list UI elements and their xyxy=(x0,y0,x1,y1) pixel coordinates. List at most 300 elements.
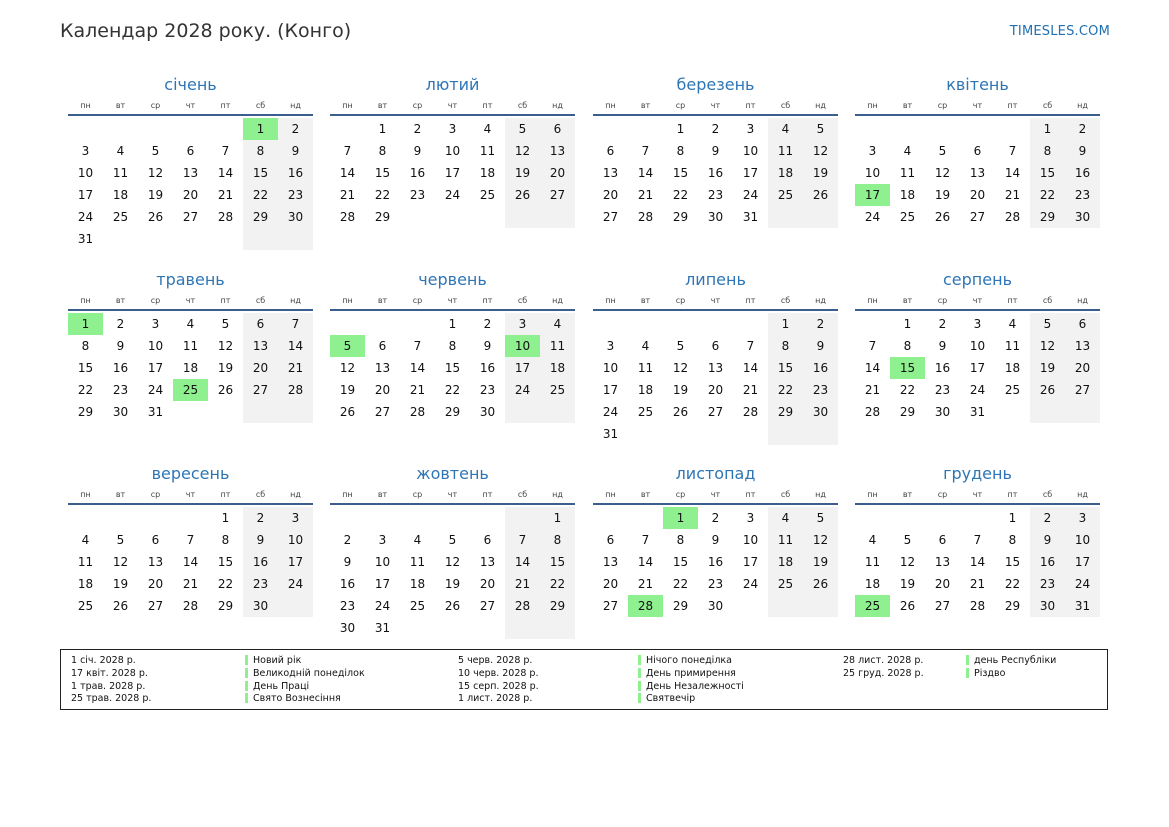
day-cell: 6 xyxy=(151,533,160,547)
day-grid xyxy=(855,118,1100,250)
day-cell: 3 xyxy=(606,339,615,353)
day-cell: 14 xyxy=(637,166,654,180)
day-cell: 7 xyxy=(973,533,982,547)
day-cell: 20 xyxy=(602,188,619,202)
day-cell: 29 xyxy=(777,405,794,419)
day-cell: 9 xyxy=(343,555,352,569)
day-cell: 8 xyxy=(676,533,685,547)
month-12 xyxy=(855,464,1100,639)
weekday-label: ср xyxy=(675,101,686,110)
day-cell: 17 xyxy=(742,555,759,569)
header-rule xyxy=(855,309,1100,311)
day-cell: 16 xyxy=(112,361,129,375)
weekday-label: пн xyxy=(80,490,91,499)
day-cell: 18 xyxy=(409,577,426,591)
day-cell: 17 xyxy=(602,383,619,397)
day-cell: 8 xyxy=(448,339,457,353)
day-cell: 15 xyxy=(217,555,234,569)
weekday-label: сб xyxy=(517,296,528,305)
legend-holiday: Різдво xyxy=(974,667,1006,679)
day-cell: 4 xyxy=(553,317,562,331)
day-cell: 3 xyxy=(291,511,300,525)
day-cell: 19 xyxy=(444,577,461,591)
day-cell: 10 xyxy=(969,339,986,353)
weekday-header xyxy=(855,487,1100,503)
legend-markers-col2 xyxy=(638,655,641,707)
day-cell: 13 xyxy=(182,166,199,180)
weekday-label: пт xyxy=(1007,490,1018,499)
day-cell: 4 xyxy=(81,533,90,547)
day-cell: 9 xyxy=(256,533,265,547)
day-cell: 27 xyxy=(147,599,164,613)
day-cell: 5 xyxy=(518,122,527,136)
day-cell: 22 xyxy=(444,383,461,397)
day-cell: 4 xyxy=(868,533,877,547)
legend-holiday: Свято Вознесіння xyxy=(253,693,341,705)
day-cell: 24 xyxy=(969,383,986,397)
weekday-label: пн xyxy=(342,490,353,499)
day-grid xyxy=(593,118,838,250)
day-cell: 24 xyxy=(147,383,164,397)
day-cell: 5 xyxy=(221,317,230,331)
day-cell: 7 xyxy=(746,339,755,353)
day-cell: 1 xyxy=(448,317,457,331)
weekday-header xyxy=(593,293,838,309)
month-9 xyxy=(68,464,313,639)
day-cell: 7 xyxy=(343,144,352,158)
weekday-label: пн xyxy=(80,101,91,110)
weekday-label: пт xyxy=(482,296,493,305)
day-cell: 9 xyxy=(711,533,720,547)
day-cell: 20 xyxy=(1074,361,1091,375)
day-cell: 1 xyxy=(1008,511,1017,525)
day-cell: 20 xyxy=(602,577,619,591)
day-cell: 16 xyxy=(252,555,269,569)
day-cell: 19 xyxy=(147,188,164,202)
legend-date: 1 січ. 2028 р. xyxy=(71,655,136,666)
weekday-label: вт xyxy=(902,101,913,110)
day-cell: 30 xyxy=(112,405,129,419)
day-cell: 14 xyxy=(637,555,654,569)
day-cell: 26 xyxy=(812,188,829,202)
day-cell: 27 xyxy=(1074,383,1091,397)
day-cell: 31 xyxy=(1074,599,1091,613)
day-cell: 28 xyxy=(637,210,654,224)
day-cell: 21 xyxy=(864,383,881,397)
weekday-header xyxy=(68,98,313,114)
day-cell: 9 xyxy=(116,339,125,353)
day-cell: 8 xyxy=(1043,144,1052,158)
weekday-header xyxy=(68,487,313,503)
day-cell: 30 xyxy=(707,599,724,613)
day-cell: 7 xyxy=(641,144,650,158)
day-cell: 5 xyxy=(816,511,825,525)
day-cell: 16 xyxy=(287,166,304,180)
day-cell: 4 xyxy=(781,122,790,136)
day-cell: 26 xyxy=(339,405,356,419)
day-cell: 14 xyxy=(969,555,986,569)
day-cell: 29 xyxy=(672,599,689,613)
legend-date: 1 трав. 2028 р. xyxy=(71,680,146,692)
day-cell: 14 xyxy=(514,555,531,569)
day-cell: 8 xyxy=(81,339,90,353)
day-cell: 13 xyxy=(252,339,269,353)
weekday-header xyxy=(68,293,313,309)
weekday-label: нд xyxy=(290,296,301,305)
day-cell: 21 xyxy=(339,188,356,202)
day-cell: 28 xyxy=(864,405,881,419)
day-cell: 21 xyxy=(217,188,234,202)
weekday-label: чт xyxy=(447,296,458,305)
day-cell: 18 xyxy=(479,166,496,180)
day-cell: 17 xyxy=(444,166,461,180)
day-cell: 17 xyxy=(77,188,94,202)
day-cell: 9 xyxy=(413,144,422,158)
header-rule xyxy=(330,114,575,116)
weekday-label: чт xyxy=(710,296,721,305)
day-cell: 22 xyxy=(672,577,689,591)
day-cell: 17 xyxy=(969,361,986,375)
holiday-day: 10 xyxy=(505,335,540,357)
day-cell: 26 xyxy=(1039,383,1056,397)
day-cell: 9 xyxy=(938,339,947,353)
weekday-label: нд xyxy=(552,101,563,110)
weekday-label: пт xyxy=(745,296,756,305)
day-cell: 4 xyxy=(116,144,125,158)
day-cell: 27 xyxy=(549,188,566,202)
legend-names-col1 xyxy=(253,655,365,706)
legend-holiday: День примирення xyxy=(646,667,736,679)
day-cell: 18 xyxy=(112,188,129,202)
day-cell: 15 xyxy=(549,555,566,569)
day-cell: 30 xyxy=(339,621,356,635)
weekday-label: пн xyxy=(867,490,878,499)
weekday-label: сб xyxy=(517,101,528,110)
holiday-day: 28 xyxy=(628,595,663,617)
month-name: січень xyxy=(164,75,217,94)
legend-date: 28 лист. 2028 р. xyxy=(843,655,924,666)
weekday-label: нд xyxy=(290,101,301,110)
day-cell: 21 xyxy=(637,188,654,202)
day-cell: 28 xyxy=(409,405,426,419)
weekday-label: сб xyxy=(1042,490,1053,499)
day-cell: 26 xyxy=(112,599,129,613)
day-cell: 6 xyxy=(606,533,615,547)
page-title: Календар 2028 року. (Конго) xyxy=(60,20,352,42)
day-cell: 28 xyxy=(339,210,356,224)
month-6 xyxy=(330,270,575,445)
day-cell: 15 xyxy=(77,361,94,375)
day-cell: 19 xyxy=(217,361,234,375)
day-cell: 2 xyxy=(938,317,947,331)
day-cell: 23 xyxy=(479,383,496,397)
day-cell: 16 xyxy=(707,555,724,569)
day-cell: 27 xyxy=(479,599,496,613)
legend-names-col2 xyxy=(646,655,744,706)
month-name: серпень xyxy=(943,270,1012,289)
weekday-label: чт xyxy=(710,101,721,110)
month-name: червень xyxy=(418,270,487,289)
month-11 xyxy=(593,464,838,639)
day-cell: 27 xyxy=(602,210,619,224)
day-cell: 11 xyxy=(777,144,794,158)
day-cell: 17 xyxy=(147,361,164,375)
day-cell: 2 xyxy=(711,122,720,136)
day-cell: 18 xyxy=(864,577,881,591)
day-cell: 2 xyxy=(256,511,265,525)
day-cell: 23 xyxy=(409,188,426,202)
day-cell: 28 xyxy=(514,599,531,613)
day-cell: 25 xyxy=(409,599,426,613)
weekday-label: пт xyxy=(220,101,231,110)
day-cell: 14 xyxy=(1004,166,1021,180)
day-cell: 27 xyxy=(374,405,391,419)
month-2 xyxy=(330,75,575,250)
weekday-label: пн xyxy=(605,101,616,110)
day-cell: 19 xyxy=(812,555,829,569)
legend-date: 10 черв. 2028 р. xyxy=(458,667,539,679)
legend-holiday: Великодній понеділок xyxy=(253,667,365,679)
holiday-day: 25 xyxy=(173,379,208,401)
day-cell: 18 xyxy=(182,361,199,375)
day-cell: 14 xyxy=(742,361,759,375)
weekday-label: пт xyxy=(745,490,756,499)
day-cell: 31 xyxy=(602,427,619,441)
day-cell: 9 xyxy=(1078,144,1087,158)
weekday-label: сб xyxy=(780,296,791,305)
weekday-label: вт xyxy=(115,490,126,499)
weekday-label: пт xyxy=(482,101,493,110)
legend-date: 15 серп. 2028 р. xyxy=(458,680,539,692)
day-cell: 20 xyxy=(969,188,986,202)
day-cell: 22 xyxy=(549,577,566,591)
day-cell: 25 xyxy=(77,599,94,613)
day-grid xyxy=(330,507,575,639)
day-cell: 25 xyxy=(637,405,654,419)
day-cell: 22 xyxy=(217,577,234,591)
day-cell: 20 xyxy=(182,188,199,202)
legend-date: 1 лист. 2028 р. xyxy=(458,693,533,705)
day-cell: 2 xyxy=(343,533,352,547)
day-cell: 28 xyxy=(1004,210,1021,224)
weekday-label: сб xyxy=(1042,296,1053,305)
day-cell: 23 xyxy=(1074,188,1091,202)
day-cell: 18 xyxy=(637,383,654,397)
day-cell: 13 xyxy=(969,166,986,180)
month-3 xyxy=(593,75,838,250)
day-cell: 14 xyxy=(409,361,426,375)
day-cell: 13 xyxy=(602,166,619,180)
day-cell: 12 xyxy=(812,533,829,547)
day-cell: 24 xyxy=(514,383,531,397)
day-cell: 9 xyxy=(816,339,825,353)
weekday-header xyxy=(330,98,575,114)
day-cell: 22 xyxy=(777,383,794,397)
day-cell: 27 xyxy=(252,383,269,397)
day-cell: 12 xyxy=(444,555,461,569)
weekday-header xyxy=(855,98,1100,114)
day-cell: 1 xyxy=(676,122,685,136)
day-cell: 29 xyxy=(77,405,94,419)
day-cell: 20 xyxy=(479,577,496,591)
day-cell: 5 xyxy=(116,533,125,547)
day-cell: 3 xyxy=(1078,511,1087,525)
day-cell: 24 xyxy=(374,599,391,613)
day-cell: 3 xyxy=(448,122,457,136)
day-cell: 27 xyxy=(969,210,986,224)
day-cell: 4 xyxy=(413,533,422,547)
day-cell: 3 xyxy=(378,533,387,547)
day-cell: 3 xyxy=(81,144,90,158)
month-8 xyxy=(855,270,1100,445)
day-cell: 6 xyxy=(378,339,387,353)
day-cell: 5 xyxy=(903,533,912,547)
day-cell: 21 xyxy=(287,361,304,375)
month-name: жовтень xyxy=(416,464,489,483)
month-name: квітень xyxy=(946,75,1009,94)
month-name: лютий xyxy=(425,75,480,94)
day-cell: 23 xyxy=(812,383,829,397)
day-cell: 29 xyxy=(672,210,689,224)
day-cell: 23 xyxy=(287,188,304,202)
day-cell: 14 xyxy=(182,555,199,569)
weekday-label: вт xyxy=(377,490,388,499)
day-cell: 2 xyxy=(291,122,300,136)
day-cell: 6 xyxy=(256,317,265,331)
day-grid xyxy=(330,313,575,445)
day-cell: 8 xyxy=(378,144,387,158)
day-cell: 26 xyxy=(812,577,829,591)
legend-holiday: День Незалежності xyxy=(646,680,744,692)
day-cell: 4 xyxy=(781,511,790,525)
month-name: липень xyxy=(685,270,746,289)
day-cell: 8 xyxy=(221,533,230,547)
header-rule xyxy=(330,309,575,311)
weekday-header xyxy=(855,293,1100,309)
day-cell: 10 xyxy=(602,361,619,375)
day-cell: 14 xyxy=(217,166,234,180)
day-cell: 26 xyxy=(672,405,689,419)
holiday-day: 5 xyxy=(330,335,365,357)
day-cell: 13 xyxy=(147,555,164,569)
weekday-label: ср xyxy=(412,101,423,110)
day-cell: 18 xyxy=(1004,361,1021,375)
day-cell: 11 xyxy=(777,533,794,547)
day-cell: 6 xyxy=(1078,317,1087,331)
day-cell: 10 xyxy=(864,166,881,180)
day-cell: 1 xyxy=(1043,122,1052,136)
day-cell: 12 xyxy=(672,361,689,375)
day-cell: 3 xyxy=(151,317,160,331)
day-cell: 11 xyxy=(864,555,881,569)
day-cell: 19 xyxy=(1039,361,1056,375)
day-cell: 1 xyxy=(378,122,387,136)
weekday-label: нд xyxy=(815,296,826,305)
weekday-label: ср xyxy=(937,490,948,499)
day-cell: 31 xyxy=(969,405,986,419)
day-cell: 19 xyxy=(812,166,829,180)
day-cell: 18 xyxy=(77,577,94,591)
legend-names-col3 xyxy=(974,655,1056,681)
month-7 xyxy=(593,270,838,445)
weekday-label: чт xyxy=(185,490,196,499)
day-grid xyxy=(68,313,313,445)
weekday-label: ср xyxy=(937,296,948,305)
day-cell: 18 xyxy=(777,555,794,569)
day-cell: 10 xyxy=(374,555,391,569)
day-cell: 17 xyxy=(514,361,531,375)
day-cell: 28 xyxy=(182,599,199,613)
day-cell: 22 xyxy=(374,188,391,202)
day-cell: 5 xyxy=(938,144,947,158)
weekday-label: ср xyxy=(412,490,423,499)
day-cell: 5 xyxy=(151,144,160,158)
site-link[interactable]: TIMESLES.COM xyxy=(1009,24,1110,39)
day-cell: 6 xyxy=(606,144,615,158)
holiday-day: 17 xyxy=(855,184,890,206)
day-cell: 29 xyxy=(252,210,269,224)
day-cell: 29 xyxy=(1004,599,1021,613)
day-cell: 30 xyxy=(812,405,829,419)
day-cell: 3 xyxy=(746,511,755,525)
day-cell: 30 xyxy=(1074,210,1091,224)
day-cell: 11 xyxy=(549,339,566,353)
day-cell: 29 xyxy=(899,405,916,419)
day-cell: 5 xyxy=(816,122,825,136)
day-cell: 9 xyxy=(291,144,300,158)
day-cell: 1 xyxy=(553,511,562,525)
day-cell: 14 xyxy=(339,166,356,180)
weekday-label: нд xyxy=(1077,490,1088,499)
day-grid xyxy=(68,507,313,639)
month-name: травень xyxy=(156,270,225,289)
weekday-label: пн xyxy=(80,296,91,305)
weekday-label: чт xyxy=(972,101,983,110)
day-cell: 12 xyxy=(899,555,916,569)
weekday-label: пт xyxy=(745,101,756,110)
day-cell: 15 xyxy=(252,166,269,180)
day-cell: 16 xyxy=(409,166,426,180)
day-cell: 7 xyxy=(186,533,195,547)
day-cell: 9 xyxy=(711,144,720,158)
day-cell: 18 xyxy=(777,166,794,180)
day-cell: 29 xyxy=(374,210,391,224)
day-cell: 29 xyxy=(444,405,461,419)
day-cell: 12 xyxy=(514,144,531,158)
day-grid xyxy=(855,313,1100,445)
day-cell: 8 xyxy=(903,339,912,353)
weekday-label: ср xyxy=(150,296,161,305)
weekday-label: пн xyxy=(342,296,353,305)
day-cell: 17 xyxy=(742,166,759,180)
day-cell: 11 xyxy=(182,339,199,353)
day-cell: 16 xyxy=(707,166,724,180)
weekday-label: чт xyxy=(972,490,983,499)
holiday-legend xyxy=(60,649,1108,710)
day-cell: 13 xyxy=(374,361,391,375)
day-cell: 30 xyxy=(479,405,496,419)
header-rule xyxy=(855,503,1100,505)
day-cell: 6 xyxy=(973,144,982,158)
day-cell: 25 xyxy=(777,188,794,202)
day-cell: 10 xyxy=(77,166,94,180)
weekday-label: пн xyxy=(605,296,616,305)
day-cell: 16 xyxy=(812,361,829,375)
day-cell: 6 xyxy=(483,533,492,547)
weekday-label: нд xyxy=(1077,101,1088,110)
day-cell: 2 xyxy=(483,317,492,331)
day-cell: 10 xyxy=(444,144,461,158)
